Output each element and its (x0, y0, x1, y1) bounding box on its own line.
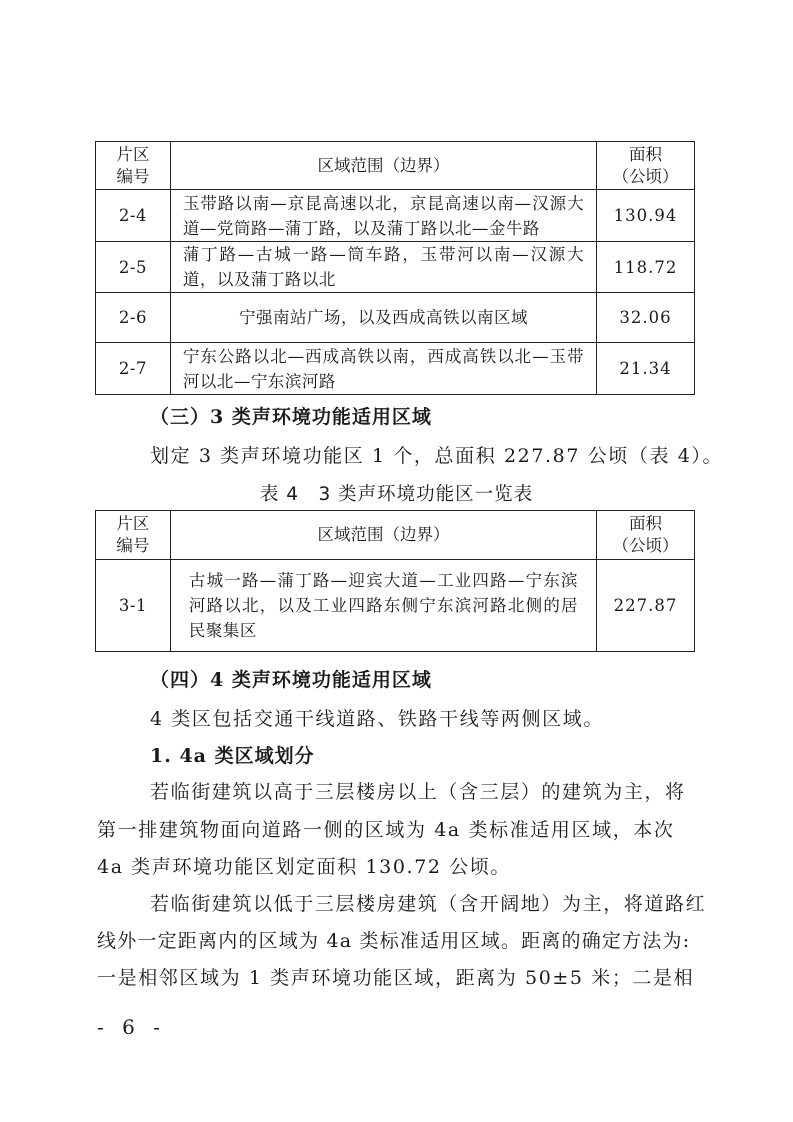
table-row (96, 343, 695, 395)
zone-id: 2-6 (96, 293, 171, 343)
table-header-row (96, 511, 695, 560)
section-3-heading: （三）3 类声环境功能适用区域 (150, 406, 432, 428)
zone-area: 118.72 (597, 242, 695, 293)
zone-range: 古城一路—蒲丁路—迎宾大道—工业四路—宁东滨河路以北，以及工业四路东侧宁东滨河路北侧的居民聚集区 (170, 560, 596, 652)
paragraph-line: 线外一定距离内的区域为 4a 类标准适用区域。距离的确定方法为: (97, 930, 691, 952)
zone-id: 2-7 (96, 343, 171, 395)
table-row (96, 190, 695, 242)
table-header-row (96, 142, 695, 190)
paragraph-line: 若临街建筑以低于三层楼房建筑（含开阔地）为主，将道路红 (150, 893, 707, 915)
zone-range: 玉带路以南—京昆高速以北，京昆高速以南—汉源大道—党筒路—蒲丁路，以及蒲丁路以北—金牛路 (170, 190, 596, 242)
paragraph-line: 第一排建筑物面向道路一侧的区域为 4a 类标准适用区域，本次 (97, 819, 675, 841)
paragraph-line: 4a 类声环境功能区划定面积 130.72 公顷。 (97, 856, 512, 878)
zone-range: 宁东公路以北—西成高铁以南，西成高铁以北—玉带河以北—宁东滨河路 (170, 343, 596, 395)
zone-area: 21.34 (597, 343, 695, 395)
table-row (96, 242, 695, 293)
section-4-heading: （四）4 类声环境功能适用区域 (150, 669, 432, 691)
table-4-caption: 表 4 3 类声环境功能区一览表 (259, 484, 534, 505)
zone-area: 130.94 (597, 190, 695, 242)
header-id: 片区 编号 (96, 511, 171, 560)
header-area: 面积 （公顷） (597, 511, 695, 560)
header-range: 区域范围（边界） (170, 511, 596, 560)
zone-table-3 (95, 510, 695, 652)
section-3-text: 划定 3 类声环境功能区 1 个，总面积 227.87 公顷（表 4）。 (150, 445, 724, 467)
zone-table-2 (95, 141, 695, 395)
zone-range: 蒲丁路—古城一路—筒车路，玉带河以南—汉源大道，以及蒲丁路以北 (170, 242, 596, 293)
header-id: 片区 编号 (96, 142, 171, 190)
paragraph-line: 若临街建筑以高于三层楼房以上（含三层）的建筑为主，将 (150, 781, 686, 803)
zone-id: 2-4 (96, 190, 171, 242)
zone-id: 2-5 (96, 242, 171, 293)
zone-id: 3-1 (96, 560, 171, 652)
header-range: 区域范围（边界） (170, 142, 596, 190)
table-row (96, 293, 695, 343)
table-row (96, 560, 695, 652)
section-4-intro: 4 类区包括交通干线道路、铁路干线等两侧区域。 (150, 708, 604, 730)
paragraph-line: 一是相邻区域为 1 类声环境功能区域，距离为 50±5 米；二是相 (97, 967, 695, 989)
header-area: 面积 （公顷） (597, 142, 695, 190)
zone-range: 宁强南站广场，以及西成高铁以南区域 (170, 293, 596, 343)
subsection-4a-heading: 1. 4a 类区域划分 (150, 745, 315, 767)
zone-area: 227.87 (597, 560, 695, 652)
page-number: - 6 - (97, 1015, 166, 1039)
zone-area: 32.06 (597, 293, 695, 343)
